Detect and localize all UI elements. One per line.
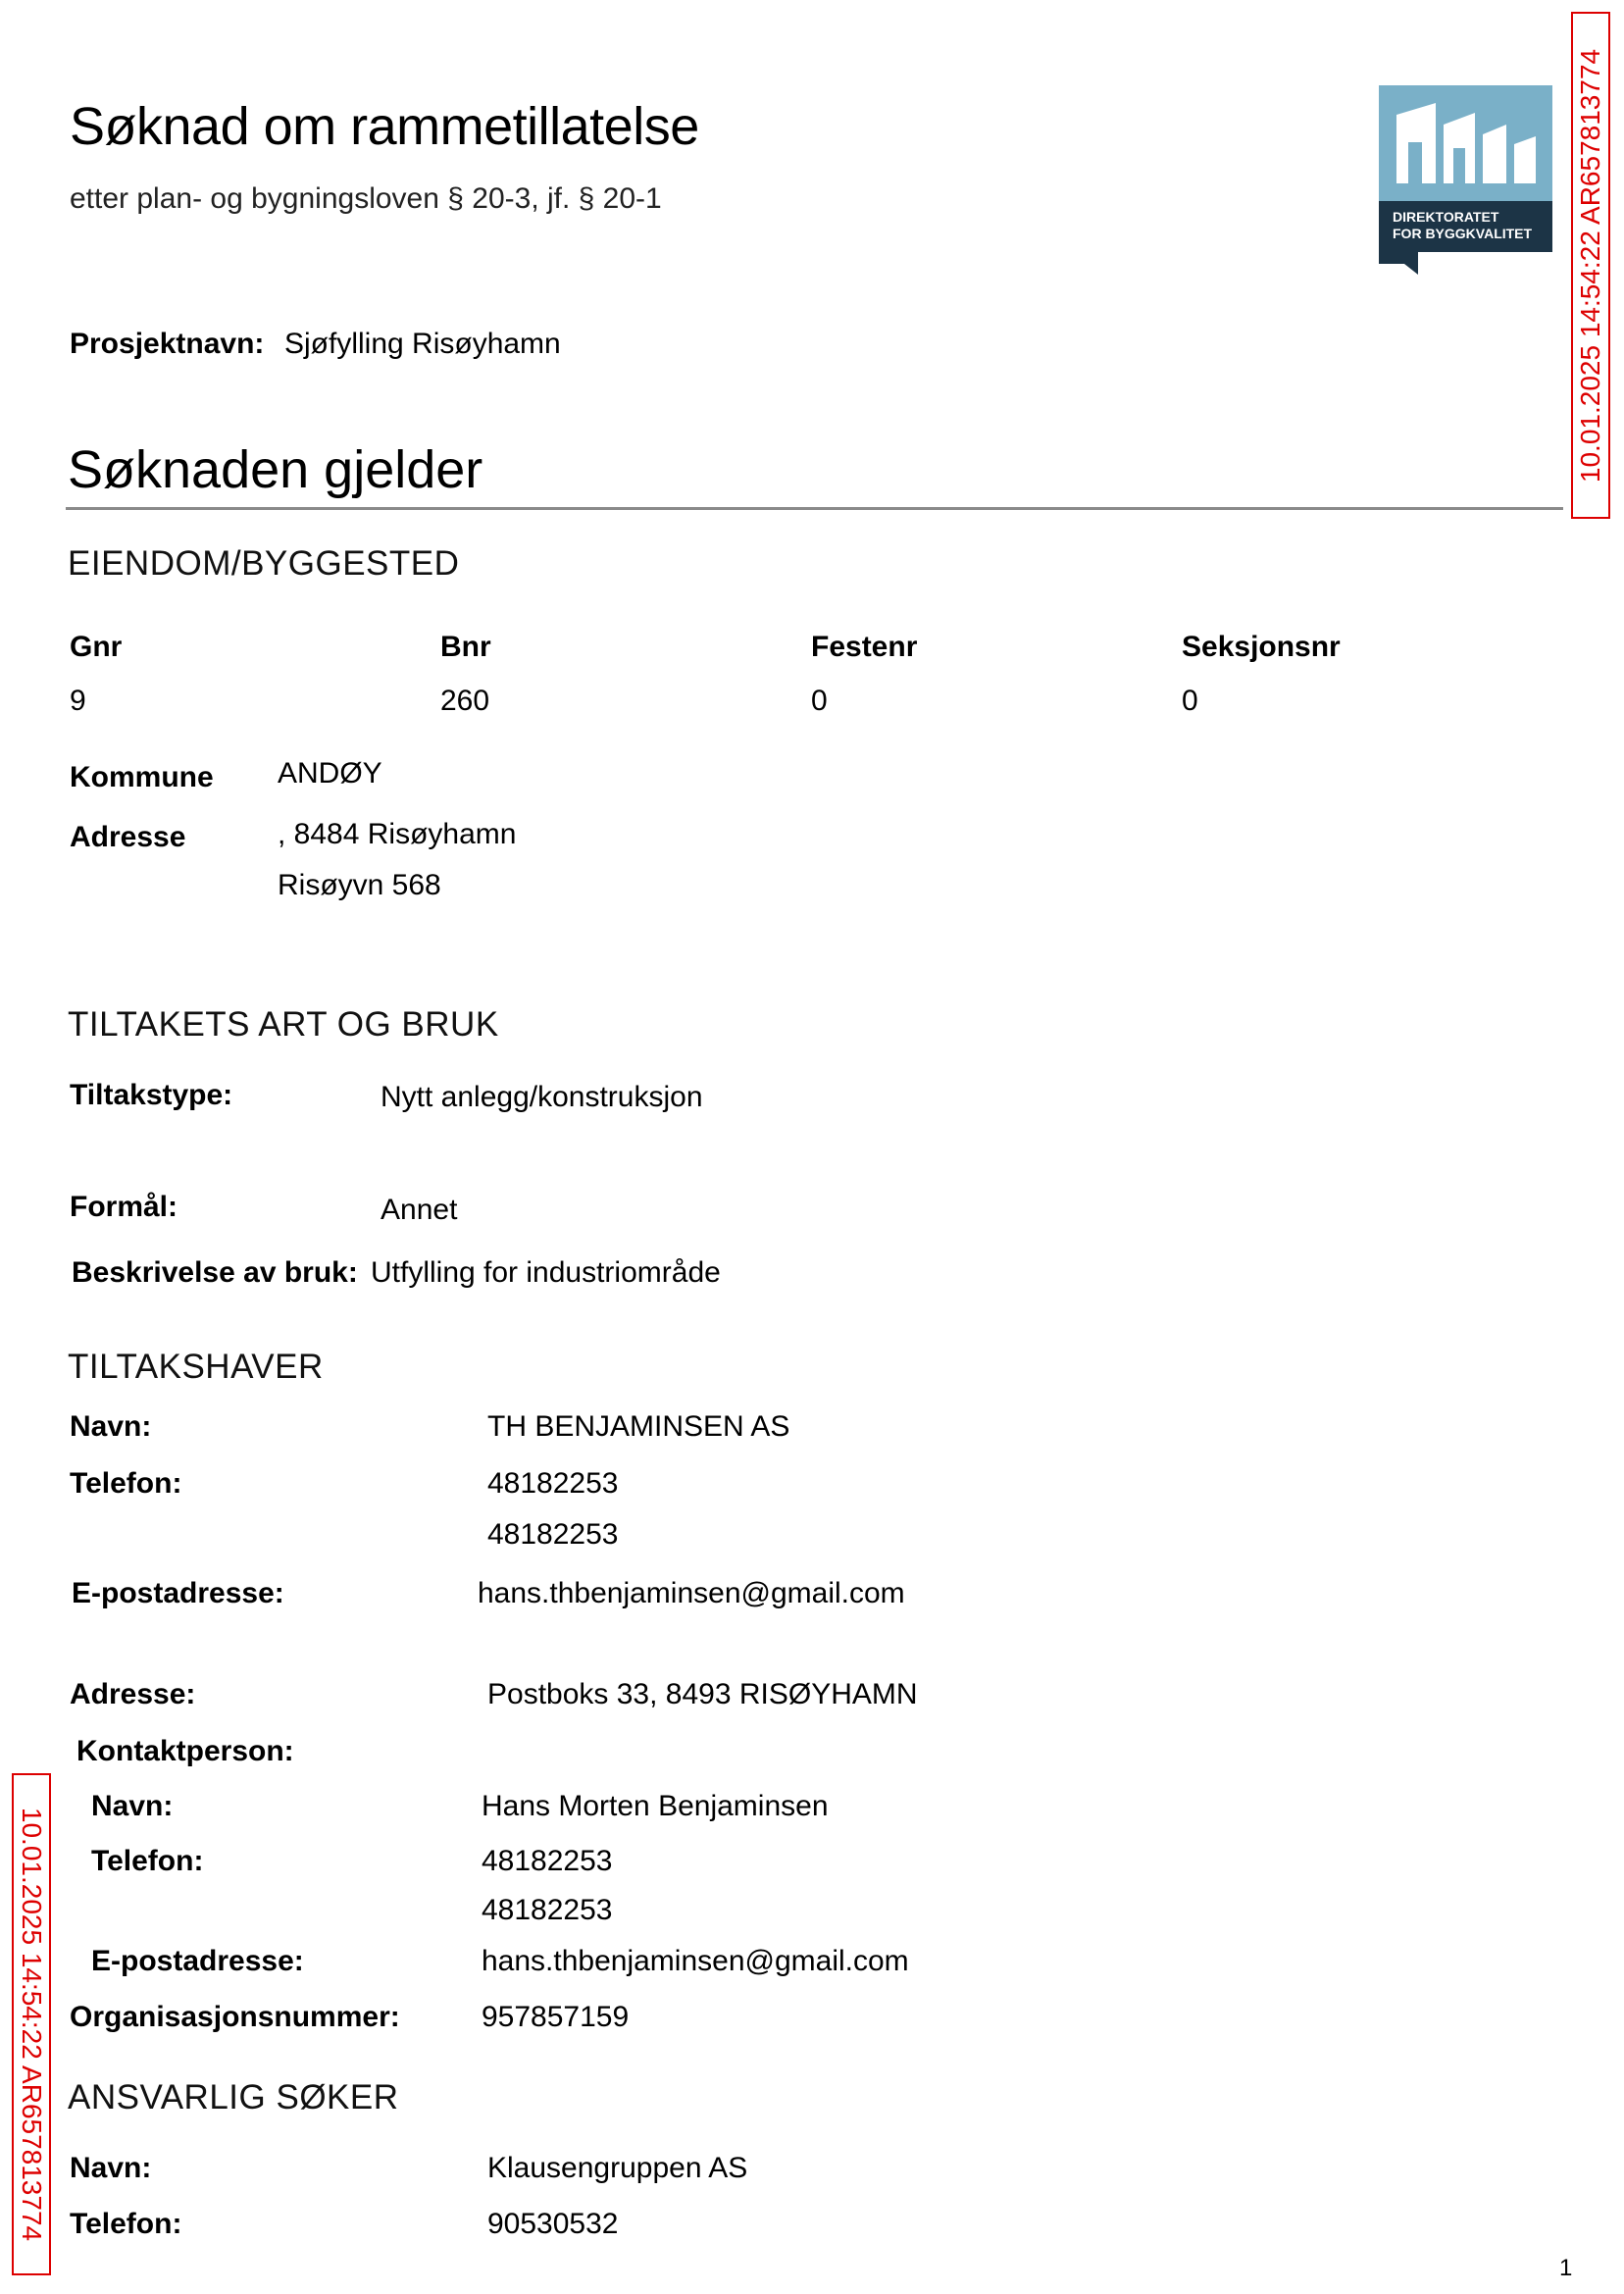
seksjonsnr-value: 0 <box>1182 685 1198 717</box>
festenr-value: 0 <box>811 685 828 717</box>
kontakt-telefon-label: Telefon: <box>91 1845 204 1877</box>
orgnr-label: Organisasjonsnummer: <box>70 2001 400 2033</box>
kommune-value: ANDØY <box>278 757 382 790</box>
adresse-line2: Risøyvn 568 <box>278 869 441 901</box>
document-title: Søknad om rammetillatelse <box>70 97 699 156</box>
tiltakshaver-heading: TILTAKSHAVER <box>68 1348 324 1386</box>
adresse-line1: , 8484 Risøyhamn <box>278 818 517 850</box>
logo-text-line2: FOR BYGGKVALITET <box>1393 226 1533 241</box>
tiltakshaver-telefon-value1: 48182253 <box>487 1467 619 1500</box>
dibk-logo-graphic <box>1379 85 1552 275</box>
tiltakshaver-telefon-label: Telefon: <box>70 1467 182 1500</box>
kommune-label: Kommune <box>70 761 214 793</box>
tiltakshaver-epost-value: hans.thbenjaminsen@gmail.com <box>478 1577 905 1609</box>
gnr-value: 9 <box>70 685 86 717</box>
tiltakshaver-adresse-label: Adresse: <box>70 1678 196 1710</box>
formal-value: Annet <box>381 1194 458 1226</box>
tiltak-heading: TILTAKETS ART OG BRUK <box>68 1005 499 1044</box>
tiltakshaver-navn-value: TH BENJAMINSEN AS <box>487 1410 790 1443</box>
seksjonsnr-label: Seksjonsnr <box>1182 631 1341 663</box>
project-name-label: Prosjektnavn: <box>70 328 265 360</box>
kontakt-telefon-value1: 48182253 <box>482 1845 613 1877</box>
tiltakstype-label: Tiltakstype: <box>70 1079 233 1111</box>
logo-text-line1: DIREKTORATET <box>1393 209 1499 225</box>
document-subtitle: etter plan- og bygningsloven § 20-3, jf. § 20-1 <box>70 182 662 215</box>
beskrivelse-value: Utfylling for industriområde <box>371 1256 721 1289</box>
gnr-label: Gnr <box>70 631 123 663</box>
adresse-label: Adresse <box>70 821 186 853</box>
ansvarlig-telefon-label: Telefon: <box>70 2208 182 2240</box>
kontakt-epost-value: hans.thbenjaminsen@gmail.com <box>482 1945 909 1977</box>
festenr-label: Festenr <box>811 631 918 663</box>
kontaktperson-label: Kontaktperson: <box>76 1735 294 1767</box>
eiendom-heading: EIENDOM/BYGGESTED <box>68 544 460 583</box>
bnr-label: Bnr <box>440 631 491 663</box>
ansvarlig-telefon-value: 90530532 <box>487 2208 619 2240</box>
bnr-value: 260 <box>440 685 490 717</box>
beskrivelse-label: Beskrivelse av bruk: <box>72 1256 358 1289</box>
tiltakshaver-navn-label: Navn: <box>70 1410 152 1443</box>
kontakt-navn-value: Hans Morten Benjaminsen <box>482 1790 829 1822</box>
project-name-value: Sjøfylling Risøyhamn <box>284 328 561 360</box>
kontakt-telefon-value2: 48182253 <box>482 1894 613 1926</box>
ansvarlig-navn-label: Navn: <box>70 2152 152 2184</box>
formal-label: Formål: <box>70 1191 178 1223</box>
timestamp-stamp-left: 10.01.2025 14:54:22 AR657813774 <box>12 1773 51 2275</box>
ansvarlig-heading: ANSVARLIG SØKER <box>68 2078 399 2116</box>
timestamp-stamp-right: 10.01.2025 14:54:22 AR657813774 <box>1571 12 1610 519</box>
ansvarlig-navn-value: Klausengruppen AS <box>487 2152 748 2184</box>
dibk-logo <box>1379 85 1552 275</box>
orgnr-value: 957857159 <box>482 2001 630 2033</box>
tiltakshaver-epost-label: E-postadresse: <box>72 1577 284 1609</box>
kontakt-epost-label: E-postadresse: <box>91 1945 304 1977</box>
section-divider <box>66 507 1563 510</box>
tiltakshaver-telefon-value2: 48182253 <box>487 1518 619 1551</box>
page-number: 1 <box>1559 2255 1573 2281</box>
tiltakstype-value: Nytt anlegg/konstruksjon <box>381 1081 703 1113</box>
kontakt-navn-label: Navn: <box>91 1790 174 1822</box>
tiltakshaver-adresse-value: Postboks 33, 8493 RISØYHAMN <box>487 1678 918 1710</box>
section-title: Søknaden gjelder <box>68 440 483 499</box>
